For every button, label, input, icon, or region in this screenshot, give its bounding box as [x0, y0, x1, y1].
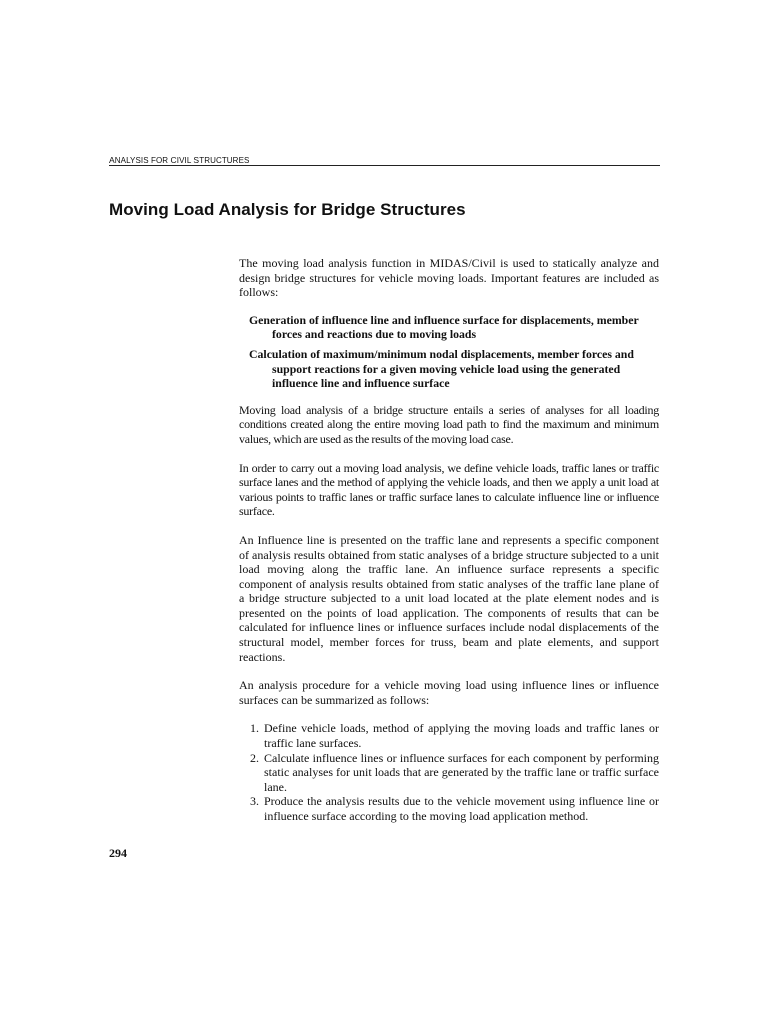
body-column	[239, 256, 659, 824]
running-header-initial-2: C	[170, 155, 177, 165]
running-header-text-2: IVIL	[176, 156, 194, 165]
feature-item: Generation of influence line and influence surface for displacements, member forces and reactions due to moving loads	[249, 312, 639, 342]
step-item	[250, 794, 659, 823]
page-number: 294	[109, 846, 127, 860]
body-paragraph: An analysis procedure for a vehicle moving load using influence lines or influence surfaces can be summarized as follows:	[239, 678, 659, 707]
page-title: Moving Load Analysis for Bridge Structures	[109, 200, 466, 219]
step-number: 1.	[250, 721, 259, 736]
step-number: 3.	[250, 794, 259, 809]
body-paragraph: An Influence line is presented on the traffic lane and represents a specific component of analysis results obtained from static analyses of a bridge structure subjected to a unit load moving along the traffic lane. An influence surface represents a specific component of analysis results obtained from static analyses of the traffic lane plane of a bridge structure subjected to a unit load located at the plate element nodes and is presented on the points of load application. The components of results that can be calculated for influence lines or influence surfaces include nodal displacements of the structural model, member forces for truss, beam and plate elements, and support reactions.	[239, 532, 659, 664]
step-item	[250, 751, 659, 795]
header-rule	[109, 165, 660, 166]
step-item	[250, 721, 659, 750]
running-header-initial-1: A	[109, 155, 115, 165]
feature-item: Calculation of maximum/minimum nodal displacements, member forces and support reactions for a given moving vehicle load using the generated influence line and influence surface	[249, 346, 634, 391]
step-text: Produce the analysis results due to the vehicle movement using influence line or influence surface according to the moving load application method.	[264, 794, 659, 823]
step-number: 2.	[250, 750, 259, 765]
running-header-initial-3: S	[193, 155, 200, 165]
procedure-steps	[250, 721, 659, 823]
intro-paragraph: The moving load analysis function in MIDAS/Civil is used to statically analyze and design bridge structures for vehicle moving loads. Important features are included as follows:	[239, 256, 659, 300]
running-header-text-3: TRUCTURES	[199, 156, 250, 165]
step-text: Calculate influence lines or influence surfaces for each component by performing static analyses for unit loads that are generated by the traffic lane or traffic surface lane.	[264, 750, 659, 794]
step-text: Define vehicle loads, method of applying the moving loads and traffic lanes or traffic lane surfaces.	[264, 721, 659, 751]
running-header-text-1: NALYSIS FOR	[114, 156, 171, 165]
feature-list	[249, 313, 659, 391]
body-paragraph: Moving load analysis of a bridge structure entails a series of analyses for all loading conditions created along the entire moving load path to find the maximum and minimum values, which are used as the results of the moving load case.	[239, 402, 659, 446]
running-header	[109, 155, 660, 165]
body-paragraph: In order to carry out a moving load analysis, we define vehicle loads, traffic lanes or traffic surface lanes and the method of applying the vehicle loads, and then we apply a unit load at various points to traffic lanes or traffic surface lanes to calculate influence line or influence surface.	[239, 460, 659, 519]
